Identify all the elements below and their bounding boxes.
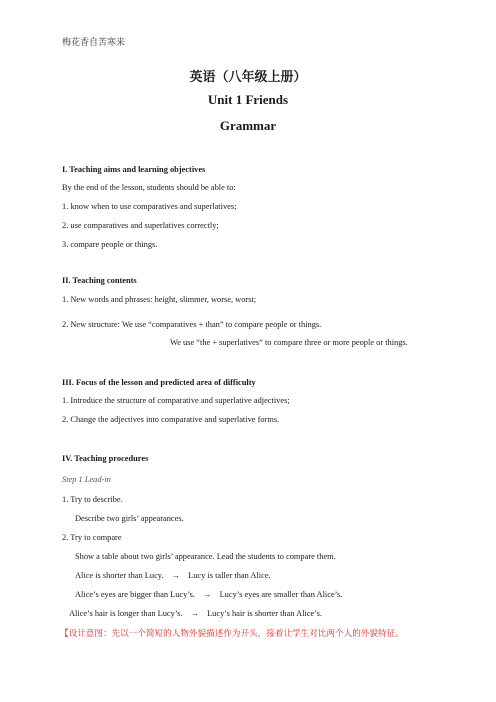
procedure-line: 2. Try to compare [62,533,122,542]
header-note: 梅花香自苦寒来 [62,37,126,47]
design-intent-note: 【设计意图：先以一个简短的人物外貌描述作为开头，接着让学生对比两个人的外貌特征。 [60,628,404,638]
right-arrow-icon: → [203,590,212,599]
comparison-right: Lucy is taller than Alice. [188,571,271,580]
right-arrow-icon: → [190,609,199,618]
document-title-grammar: Grammar [219,118,277,133]
focus-item: 1. Introduce the structure of comparative and superlative adjectives; [62,396,290,405]
procedure-line: Describe two girls’ appearances. [75,514,184,523]
comparison-left: Alice is shorter than Lucy. [75,571,164,580]
procedure-line: Show a table about two girls’ appearance. Lead the students to compare them. [75,552,336,561]
document-title-chinese: 英语（八年级上册） [189,69,307,84]
aims-item: 1. know when to use comparatives and superlatives; [62,202,237,211]
contents-item: 1. New words and phrases: height, slimmer, worse, worst; [62,295,257,304]
comparison-right: Lucy’s eyes are smaller than Alice’s. [219,590,343,599]
contents-item: We use “the + superlatives” to compare three or more people or things. [170,338,408,347]
procedure-line: 1. Try to describe. [62,495,123,504]
comparison-line [75,571,271,580]
comparison-right: Lucy’s hair is shorter than Alice’s. [207,609,322,618]
comparison-left: Alice’s hair is longer than Lucy’s. [69,609,183,618]
focus-item: 2. Change the adjectives into comparative and superlative forms. [62,415,280,424]
document-title-unit: Unit 1 Friends [207,92,289,107]
section-heading-focus: III. Focus of the lesson and predicted area of difficulty [62,378,256,387]
section-heading-procedures: IV. Teaching procedures [62,454,149,463]
step-heading: Step 1 Lead-in [62,475,111,484]
comparison-left: Alice’s eyes are bigger than Lucy’s. [75,590,195,599]
right-arrow-icon: → [171,571,180,580]
comparison-line [75,590,342,599]
contents-item: 2. New structure: We use “comparatives + than” to compare people or things. [62,320,322,329]
comparison-line [69,609,322,618]
aims-item: 2. use comparatives and superlatives correctly; [62,221,219,230]
aims-item: 3. compare people or things. [62,240,158,249]
section-heading-aims: I. Teaching aims and learning objectives [62,165,206,174]
section-aims-intro: By the end of the lesson, students should be able to: [62,183,236,192]
section-heading-contents: II. Teaching contents [62,276,137,285]
